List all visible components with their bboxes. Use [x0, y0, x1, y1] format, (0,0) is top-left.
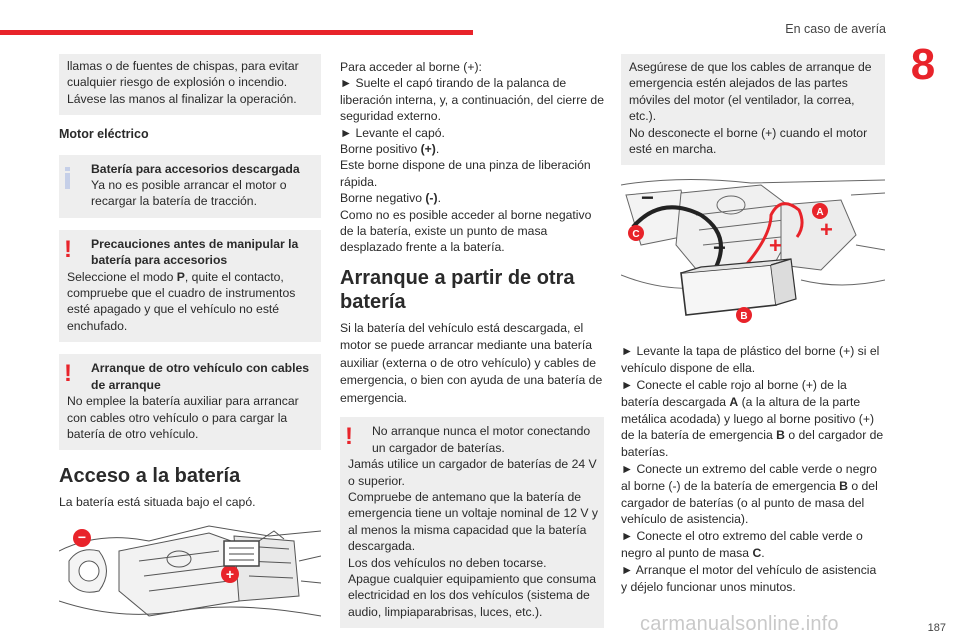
watermark: carmanualsonline.info [640, 613, 839, 635]
header-accent-bar [0, 30, 473, 35]
warning-line: Apague cualquier equipamiento que consuma electricidad en los dos vehículos (sistema de audio, limpiaparabrisas, luces, etc.). [348, 572, 596, 619]
warning-box-charger [340, 417, 604, 628]
svg-text:+: + [769, 233, 782, 259]
warning-title: No arranque nunca el motor conectando un cargador de baterías. [372, 424, 591, 455]
engine-bay-figure [59, 521, 321, 625]
warning-body: Seleccione el modo P, quite el contacto, compruebe que el cuadro de instrumentos esté apagado y que el vehículo no esté enchufado. [67, 269, 296, 333]
step-text: ► Levante la tapa de plástico del borne (+) si el vehículo dispone de ella. [621, 344, 880, 376]
note-text: Asegúrese de que los cables de arranque de emergencia estén alejados de las partes móviles del motor (el ventilador, la correa, etc.). [629, 60, 872, 124]
note-text: No desconecte el borne (+) cuando el motor esté en marcha. [629, 125, 868, 157]
step-text: ► Suelte el capó tirando de la palanca de liberación interna, y, a continuación, del cierre de seguridad externo. [340, 76, 604, 124]
step-text: ► Arranque el motor del vehículo de asistencia y déjelo funcionar unos minutos. [621, 562, 877, 594]
chapter-number: 8 [910, 40, 936, 89]
jumpstart-figure [621, 175, 885, 335]
column-3 [621, 54, 885, 595]
svg-text:+: + [820, 217, 833, 243]
column-2 [340, 59, 604, 628]
warning-title: Arranque de otro vehículo con cables de arranque [91, 361, 310, 392]
info-icon [65, 167, 70, 189]
warning-title: Precauciones antes de manipular la batería para accesorios [91, 236, 299, 268]
step-text: ► Conecte el otro extremo del cable verde o negro al punto de masa C. [621, 529, 863, 560]
engine-bay-illustration [59, 521, 321, 625]
svg-text:−: − [641, 185, 654, 211]
svg-text:C: C [632, 229, 640, 241]
warning-line: Jamás utilice un cargador de baterías de 24 V o superior. [348, 457, 597, 488]
step-text: ► Levante el capó. [340, 125, 445, 140]
section-title: En caso de avería [785, 22, 886, 36]
steps-list [621, 343, 885, 595]
svg-text:−: − [77, 528, 87, 545]
warning-icon: ! [64, 360, 72, 388]
acceso-body: La batería está situada bajo el capó. [59, 495, 256, 510]
step-text: ► Conecte un extremo del cable verde o negro al borne (-) de la batería de emergencia B o del cargador de baterías (o al punto de masa del vehículo de asistencia). [621, 462, 878, 527]
body-text: Borne positivo (+). [340, 142, 440, 157]
step-text: ► Conecte el cable rojo al borne (+) de la batería descargada A (a la altura de la parte metálica acodada) y luego al borne positivo (+) de la batería de emergencia B o del cargador de baterías. [621, 378, 884, 460]
arranque-heading: Arranque a partir de otra batería [340, 266, 575, 313]
svg-text:−: − [713, 235, 726, 261]
body-text: Borne negativo (-). [340, 191, 441, 206]
warning-body: No emplee la batería auxiliar para arrancar con cables otro vehículo o para cargar la batería de otro vehículo. [67, 394, 299, 441]
note-text: llamas o de fuentes de chispas, para evitar cualquier riesgo de explosión o incendio. Lávese las manos al finalizar la operación. [67, 59, 299, 106]
column-1 [59, 54, 321, 625]
warning-box-precautions [59, 230, 321, 342]
arranque-body: Si la batería del vehículo está descargada, el motor se puede arrancar mediante una batería auxiliar (externa o de otro vehículo) y cables de emergencia, o bien con ayuda de una batería de emergencia. [340, 320, 603, 405]
warning-icon: ! [64, 235, 72, 263]
svg-text:+: + [225, 565, 235, 582]
warning-line: Los dos vehículos no deben tocarse. [348, 555, 547, 570]
body-text: Este borne dispone de una pinza de liberación rápida. [340, 158, 591, 189]
svg-text:A: A [816, 207, 824, 219]
info-body: Ya no es posible arrancar el motor o recargar la batería de tracción. [91, 178, 287, 209]
acceso-heading: Acceso a la batería [59, 465, 241, 488]
svg-text:B: B [740, 311, 748, 323]
warning-box-jumpstart [59, 354, 321, 450]
warning-line: Compruebe de antemano que la batería de emergencia tiene un voltaje nominal de 12 V y al menos la misma capacidad que la batería descargada. [348, 490, 598, 554]
warning-icon: ! [345, 423, 353, 451]
page-number: 187 [927, 622, 946, 634]
info-title: Batería para accesorios descargada [91, 161, 300, 176]
body-text: Como no es posible acceder al borne negativo de la batería, existe un punto de masa desplazado frente a la batería. [340, 207, 592, 255]
info-box [59, 155, 321, 218]
body-text: Para acceder al borne (+): [340, 60, 482, 74]
jumpstart-illustration [621, 175, 885, 335]
motor-heading: Motor eléctrico [59, 127, 149, 142]
note-box-cables [621, 54, 885, 165]
note-box-continued [59, 54, 321, 115]
